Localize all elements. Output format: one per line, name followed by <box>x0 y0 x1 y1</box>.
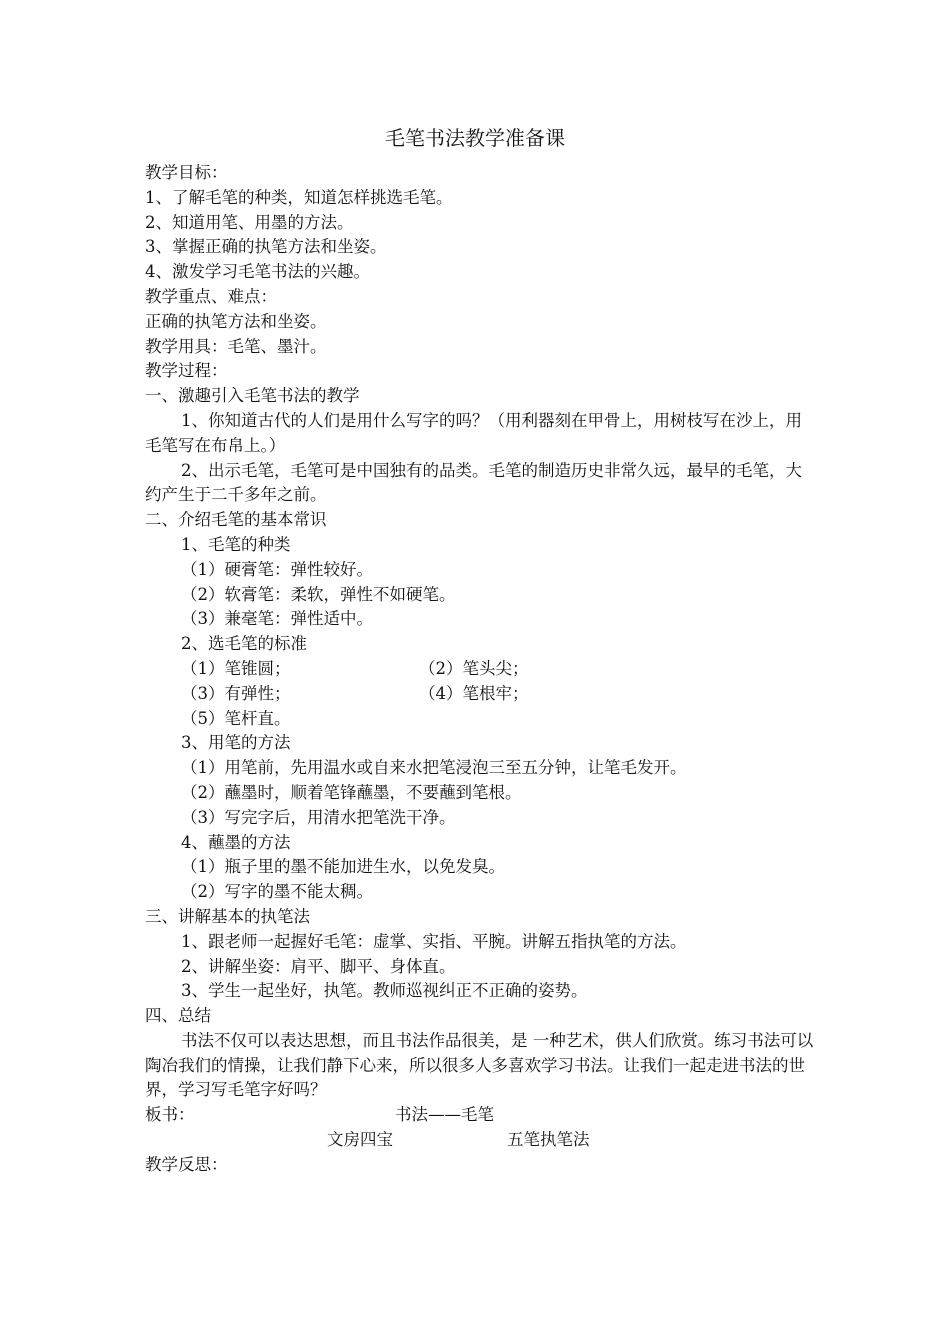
tools-line: 教学用具：毛笔、墨汁。 <box>145 336 327 356</box>
goals-heading: 教学目标： <box>145 163 228 182</box>
board-main: 书法——毛笔 <box>395 1105 494 1125</box>
goal-item: 1、了解毛笔的种类，知道怎样挑选毛笔。 <box>145 187 453 207</box>
criteria-row <box>145 657 815 682</box>
goal-item: 3、掌握正确的执笔方法和坐姿。 <box>145 237 387 257</box>
goal-item: 2、知道用笔、用墨的方法。 <box>145 212 354 232</box>
board-row <box>145 1103 815 1128</box>
list-item: （3）兼毫笔：弹性适中。 <box>181 609 373 629</box>
part1-heading: 一、激趣引入毛笔书法的教学 <box>145 386 360 406</box>
criteria-item: （3）有弹性； <box>181 683 291 703</box>
section-title: 3、用笔的方法 <box>181 733 291 753</box>
keypoints-text: 正确的执笔方法和坐姿。 <box>145 311 327 331</box>
list-item: （3）写完字后，用清水把笔洗干净。 <box>181 807 456 827</box>
list-item: 2、讲解坐姿：肩平、脚平、身体直。 <box>181 956 456 976</box>
board-left: 文房四宝 <box>327 1130 393 1150</box>
list-item: （1）硬膏笔：弹性较好。 <box>181 559 373 579</box>
goal-item: 4、激发学习毛笔书法的兴趣。 <box>145 262 370 282</box>
part4-heading: 四、总结 <box>145 1006 211 1026</box>
reflection-heading: 教学反思： <box>145 1154 228 1174</box>
list-item: 1、跟老师一起握好毛笔：虚掌、实指、平腕。讲解五指执笔的方法。 <box>181 931 687 951</box>
criteria-item: （5）笔杆直。 <box>181 708 291 728</box>
part1-paragraph-2: 2、出示毛笔，毛笔可是中国独有的品类。毛笔的制造历史非常久远，最早的毛笔，大约产生于二千多年之前。 <box>145 460 802 505</box>
part2-heading: 二、介绍毛笔的基本常识 <box>145 510 327 530</box>
criteria-item: （2）笔头尖； <box>419 658 529 678</box>
section-title: 1、毛笔的种类 <box>181 534 291 554</box>
list-item: （1）用笔前，先用温水或自来水把笔浸泡三至五分钟，让笔毛发开。 <box>181 758 687 778</box>
keypoints-heading: 教学重点、难点： <box>145 286 277 306</box>
list-item: 3、学生一起坐好，执笔。教师巡视纠正不正确的姿势。 <box>181 981 588 1001</box>
page-title: 毛笔书法教学准备课 <box>385 126 565 150</box>
board-right: 五笔执笔法 <box>507 1130 590 1150</box>
list-item: （2）写字的墨不能太稠。 <box>181 882 373 902</box>
criteria-item: （1）笔锥圆； <box>181 658 291 678</box>
criteria-row <box>145 682 815 707</box>
summary-paragraph: 书法不仅可以表达思想，而且书法作品很美，是 一种艺术，供人们欣赏。练习书法可以陶冶我们的情操，让我们静下心来，所以很多人多喜欢学习书法。让我们一起走进书法的世界，学习写毛笔字好吗？ <box>145 1030 814 1100</box>
criteria-item: （4）笔根牢； <box>419 683 529 703</box>
section-title: 4、蘸墨的方法 <box>181 832 291 852</box>
list-item: （2）软膏笔：柔软，弹性不如硬笔。 <box>181 584 456 604</box>
list-item: （1）瓶子里的墨不能加进生水，以免发臭。 <box>181 857 505 877</box>
lesson-body <box>145 161 815 1178</box>
part3-heading: 三、讲解基本的执笔法 <box>145 906 310 926</box>
board-label: 板书： <box>145 1105 195 1125</box>
process-heading: 教学过程： <box>145 361 228 381</box>
list-item: （2）蘸墨时，顺着笔锋蘸墨，不要蘸到笔根。 <box>181 782 522 802</box>
section-title: 2、选毛笔的标准 <box>181 634 307 654</box>
board-row-2 <box>145 1128 815 1153</box>
part1-paragraph-1: 1、你知道古代的人们是用什么写字的吗？（用利器刻在甲骨上，用树枝写在沙上，用毛笔写在布帛上。） <box>145 410 802 455</box>
